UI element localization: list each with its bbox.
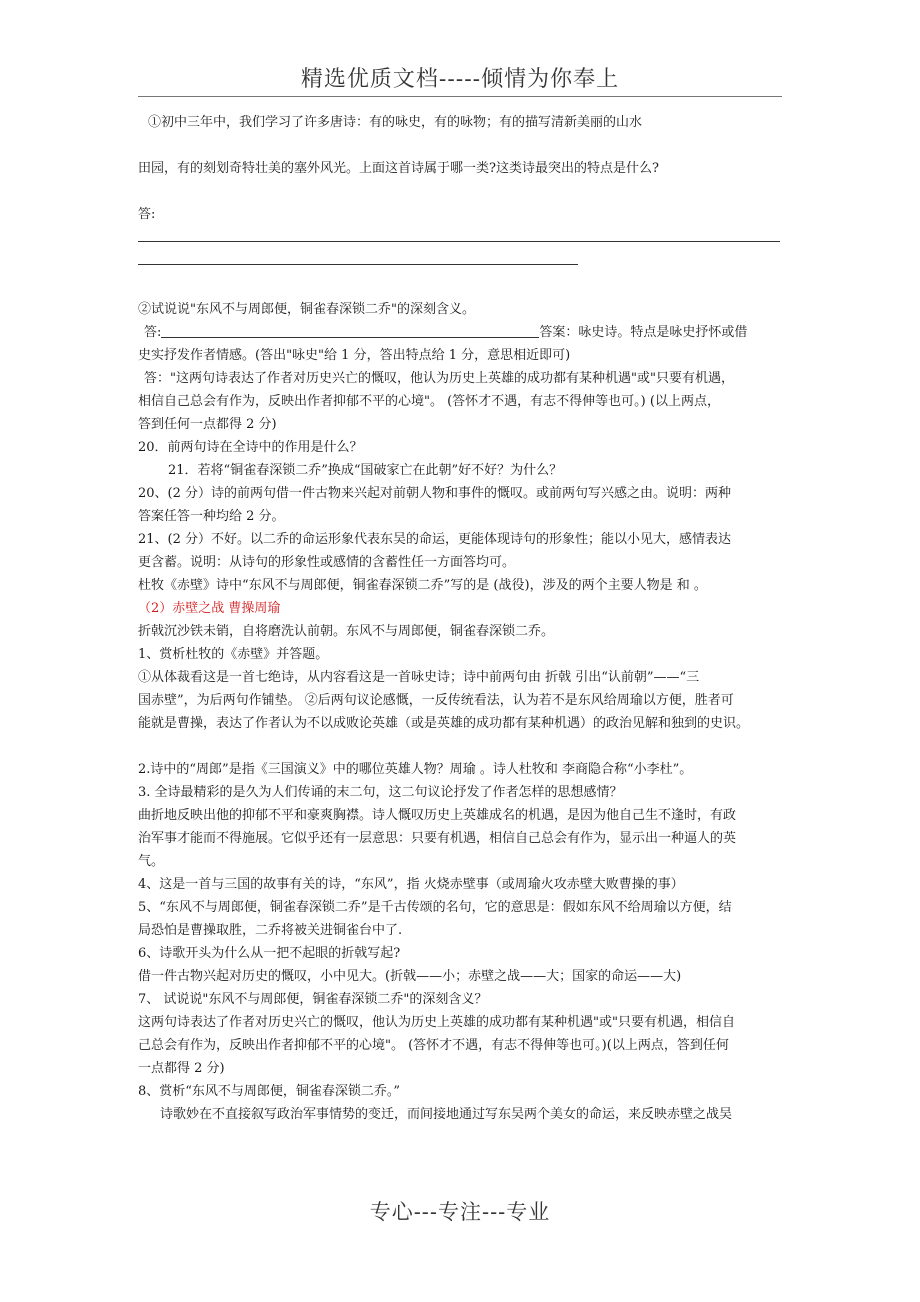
question-20: 20．前两句诗在全诗中的作用是什么？ xyxy=(138,440,363,455)
answer-highlight: （2）赤壁之战 曹操周瑜 xyxy=(138,601,281,616)
paragraph-line: 国赤壁”，为后两句作铺垫。 ②后两句议论感慨，一反传统看法，认为若不是东风给周瑜以方便，胜者可 xyxy=(138,693,734,708)
paragraph-line: 4、这是一首与三国的故事有关的诗，“东风”，指 火烧赤壁事（或周瑜火攻赤壁大败曹操的事） xyxy=(138,877,684,892)
paragraph-line: 这两句诗表达了作者对历史兴亡的慨叹，他认为历史上英雄的成功都有某种机遇"或"只要有机遇，相信自 xyxy=(138,1015,735,1030)
paragraph-line: 1、赏析杜牧的《赤壁》并答题。 xyxy=(138,647,329,662)
paragraph-line: ①初中三年中，我们学习了许多唐诗：有的咏史，有的咏物；有的描写清新美丽的山水 xyxy=(148,115,643,130)
paragraph-line: 一点都得 2 分) xyxy=(138,1061,225,1076)
paragraph-line: 答案任答一种均给 2 分。 xyxy=(138,509,285,524)
paragraph-line: 诗歌妙在不直接叙写政治军事情势的变迁，而间接地通过写东吴两个美女的命运，来反映赤壁之战吴 xyxy=(160,1107,733,1122)
paragraph-line: 借一件古物兴起对历史的慨叹，小中见大。(折戟——小；赤壁之战——大；国家的命运——大) xyxy=(138,969,682,984)
paragraph-line: ①从体裁看这是一首七绝诗，从内容看这是一首咏史诗；诗中前两句由 折戟 引出“认前朝”——“三 xyxy=(138,670,700,685)
paragraph-line: 史实抒发作者情感。(答出"咏史"给 1 分，答出特点给 1 分，意思相近即可) xyxy=(138,348,571,363)
paragraph-line: 能就是曹操，表达了作者认为不以成败论英雄（或是英雄的成功都有某种机遇）的政治见解和独到的史识。 xyxy=(138,716,750,731)
answer-blank xyxy=(161,323,539,338)
document-body xyxy=(138,111,786,1126)
paragraph-line: 答："这两句诗表达了作者对历史兴亡的慨叹，他认为历史上英雄的成功都有某种机遇"或"只要有机遇， xyxy=(144,371,734,386)
paragraph-line: 6、诗歌开头为什么从一把不起眼的折戟写起? xyxy=(138,946,401,961)
spacer xyxy=(138,134,786,157)
question-line: ②试说说"东风不与周郎便，铜雀春深锁二乔"的深刻含义。 xyxy=(138,302,475,317)
page-footer: 专心---专注---专业 xyxy=(369,1200,551,1224)
spacer xyxy=(138,180,786,203)
paragraph-line: 答到任何一点都得 2 分) xyxy=(138,417,277,432)
paragraph-line: 更含蓄。说明：从诗句的形象性或感情的含蓄性任一方面答均可。 xyxy=(138,555,516,570)
paragraph-line: 7、 试说说"东风不与周郎便，铜雀春深锁二乔"的深刻含义？ xyxy=(138,992,488,1007)
paragraph-line: 相信自己总会有作为，反映出作者抑郁不平的心境"。 (答怀才不遇，有志不得伸等也可。) (以上两点， xyxy=(138,394,720,409)
paragraph-line: 己总会有作为，反映出作者抑郁不平的心境"。 (答怀才不遇，有志不得伸等也可。)(以上两点，答到任何 xyxy=(138,1038,729,1053)
question-line: 杜牧《赤壁》诗中“东风不与周郎便，铜雀春深锁二乔”写的是 (战役)，涉及的两个主要人物是 和 。 xyxy=(138,578,707,593)
spacer xyxy=(138,735,786,758)
question-21: 21．若将“铜雀春深锁二乔”换成“国破家亡在此朝”好不好？为什么？ xyxy=(168,463,563,478)
paragraph-line: 曲折地反映出他的抑郁不平和豪爽胸襟。诗人慨叹历史上英雄成名的机遇，是因为他自己生不逢时，有政 xyxy=(138,808,737,823)
paragraph-line: 3. 全诗最精彩的是久为人们传诵的末二句，这二句议论抒发了作者怎样的思想感情？ xyxy=(138,785,623,800)
answer-21: 21、(2 分）不好。以二乔的命运形象代表东吴的命运，更能体现诗句的形象性；能以小见大，感情表达 xyxy=(138,532,732,547)
paragraph-line: 5、“东风不与周郎便，铜雀春深锁二乔”是千古传颂的名句，它的意思是：假如东风不给周瑜以方便，结 xyxy=(138,900,732,915)
page-header: 精选优质文档-----倾情为你奉上 xyxy=(300,67,620,92)
paragraph-line: 局恐怕是曹操取胜，二乔将被关进铜雀台中了. xyxy=(138,923,403,938)
paragraph-line: 治军事才能而不得施展。它似乎还有一层意思：只要有机遇，相信自己总会有作为，显示出一种逼人的英 xyxy=(138,831,737,846)
header-rule xyxy=(138,96,782,97)
poem-text: 折戟沉沙铁未销，自将磨洗认前朝。东风不与周郎便，铜雀春深锁二乔。 xyxy=(138,624,555,639)
paragraph-line: 8、赏析“东风不与周郎便，铜雀春深锁二乔。” xyxy=(138,1084,401,1099)
answer-label: 答: xyxy=(138,207,156,222)
paragraph-line: 2.诗中的“周郎”是指《三国演义》中的哪位英雄人物？周瑜 。诗人杜牧和 李商隐合称“小李杜”。 xyxy=(138,762,693,777)
paragraph-line: 田园，有的刻划奇特壮美的塞外风光。上面这首诗属于哪一类?这类诗最突出的特点是什么? xyxy=(138,161,659,176)
answer-20: 20、(2 分）诗的前两句借一件古物来兴起对前朝人物和事件的慨叹。或前两句写兴感之由。说明：两种 xyxy=(138,486,732,501)
paragraph-line: 气。 xyxy=(138,854,165,869)
answer-line-text: 答: 答案：咏史诗。特点是咏史抒怀或借 xyxy=(144,325,748,340)
